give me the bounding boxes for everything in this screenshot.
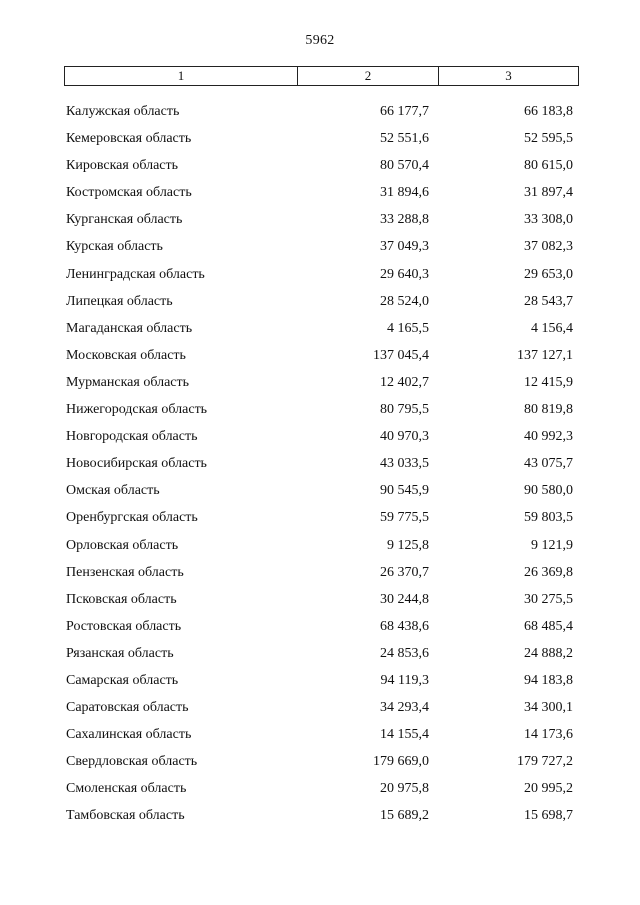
value-column-2: 137 045,4 [373, 347, 429, 363]
column-header-2: 2 [298, 67, 439, 85]
value-column-2: 31 894,6 [380, 185, 429, 201]
value-column-3: 30 275,5 [524, 591, 573, 607]
region-name: Ленинградская область [66, 266, 205, 282]
value-column-2: 29 640,3 [380, 266, 429, 282]
region-name: Сахалинская область [66, 727, 192, 743]
value-column-2: 26 370,7 [380, 564, 429, 580]
value-column-3: 33 308,0 [524, 212, 573, 228]
value-column-3: 40 992,3 [524, 429, 573, 445]
region-name: Оренбургская область [66, 510, 198, 526]
region-name: Калужская область [66, 104, 180, 119]
region-name: Новгородская область [66, 429, 198, 445]
region-name: Рязанская область [66, 645, 174, 661]
table-row [0, 104, 640, 131]
value-column-3: 66 183,8 [524, 104, 573, 119]
table-row [0, 212, 640, 239]
value-column-2: 37 049,3 [380, 239, 429, 255]
value-column-2: 33 288,8 [380, 212, 429, 228]
value-column-3: 137 127,1 [517, 347, 573, 363]
region-name: Курская область [66, 239, 163, 255]
region-name: Саратовская область [66, 700, 189, 716]
region-name: Свердловская область [66, 754, 198, 770]
table-row [0, 592, 640, 619]
region-name: Нижегородская область [66, 402, 208, 418]
table-row [0, 727, 640, 754]
value-column-2: 94 119,3 [380, 672, 429, 688]
value-column-3: 12 415,9 [524, 374, 573, 390]
value-column-2: 66 177,7 [380, 104, 429, 119]
region-name: Кировская область [66, 158, 179, 174]
value-column-3: 31 897,4 [524, 185, 573, 201]
table-row [0, 402, 640, 429]
value-column-3: 9 121,9 [531, 537, 573, 553]
value-column-2: 80 570,4 [380, 158, 429, 174]
table-row [0, 321, 640, 348]
value-column-2: 9 125,8 [387, 537, 429, 553]
table-row [0, 158, 640, 185]
table-row [0, 510, 640, 537]
table-row [0, 456, 640, 483]
data-table-body [0, 104, 640, 836]
region-name: Мурманская область [66, 374, 190, 390]
table-row [0, 131, 640, 158]
value-column-2: 68 438,6 [380, 618, 429, 634]
column-header-row [64, 66, 579, 86]
value-column-2: 14 155,4 [380, 727, 429, 743]
table-row [0, 483, 640, 510]
table-row [0, 700, 640, 727]
value-column-2: 20 975,8 [380, 781, 429, 797]
value-column-2: 30 244,8 [380, 591, 429, 607]
region-name: Псковская область [66, 591, 177, 607]
table-row [0, 185, 640, 212]
value-column-3: 52 595,5 [524, 131, 573, 147]
table-row [0, 565, 640, 592]
value-column-2: 34 293,4 [380, 700, 429, 716]
table-row [0, 754, 640, 781]
value-column-3: 4 156,4 [531, 320, 573, 336]
value-column-3: 94 183,8 [524, 672, 573, 688]
value-column-3: 28 543,7 [524, 293, 573, 309]
column-header-3: 3 [505, 68, 512, 83]
value-column-3: 37 082,3 [524, 239, 573, 255]
value-column-3: 14 173,6 [524, 727, 573, 743]
value-column-3: 24 888,2 [524, 645, 573, 661]
region-name: Орловская область [66, 537, 179, 553]
value-column-2: 52 551,6 [380, 131, 429, 147]
table-row [0, 348, 640, 375]
region-name: Новосибирская область [66, 456, 207, 472]
value-column-3: 26 369,8 [524, 564, 573, 580]
value-column-3: 43 075,7 [524, 456, 573, 472]
value-column-3: 34 300,1 [524, 700, 573, 716]
value-column-3: 179 727,2 [517, 754, 573, 770]
value-column-2: 28 524,0 [380, 293, 429, 309]
region-name: Кемеровская область [66, 131, 192, 147]
region-name: Смоленская область [66, 781, 187, 797]
table-row [0, 239, 640, 266]
table-row [0, 429, 640, 456]
value-column-2: 43 033,5 [380, 456, 429, 472]
value-column-2: 24 853,6 [380, 645, 429, 661]
value-column-3: 15 698,7 [524, 808, 573, 824]
value-column-3: 80 819,8 [524, 402, 573, 418]
table-row [0, 808, 640, 835]
region-name: Костромская область [66, 185, 192, 201]
table-row [0, 375, 640, 402]
page-number: 5962 [305, 33, 335, 48]
value-column-2: 59 775,5 [380, 510, 429, 526]
value-column-2: 179 669,0 [373, 754, 429, 770]
table-row [0, 781, 640, 808]
table-row [0, 294, 640, 321]
value-column-2: 12 402,7 [380, 374, 429, 390]
table-row [0, 267, 640, 294]
table-row [0, 619, 640, 646]
region-name: Тамбовская область [66, 808, 185, 824]
region-name: Омская область [66, 483, 160, 499]
region-name: Московская область [66, 347, 186, 363]
region-name: Магаданская область [66, 320, 193, 336]
value-column-3: 90 580,0 [524, 483, 573, 499]
region-name: Пензенская область [66, 564, 184, 580]
value-column-3: 80 615,0 [524, 158, 573, 174]
value-column-2: 80 795,5 [380, 402, 429, 418]
table-row [0, 538, 640, 565]
value-column-3: 29 653,0 [524, 266, 573, 282]
value-column-3: 68 485,4 [524, 618, 573, 634]
region-name: Липецкая область [66, 293, 173, 309]
value-column-2: 40 970,3 [380, 429, 429, 445]
region-name: Ростовская область [66, 618, 182, 634]
value-column-3: 59 803,5 [524, 510, 573, 526]
table-row [0, 646, 640, 673]
value-column-2: 4 165,5 [387, 320, 429, 336]
region-name: Самарская область [66, 672, 179, 688]
column-header-1: 1 [65, 67, 298, 85]
value-column-2: 15 689,2 [380, 808, 429, 824]
value-column-3: 20 995,2 [524, 781, 573, 797]
value-column-2: 90 545,9 [380, 483, 429, 499]
table-row [0, 673, 640, 700]
region-name: Курганская область [66, 212, 183, 228]
